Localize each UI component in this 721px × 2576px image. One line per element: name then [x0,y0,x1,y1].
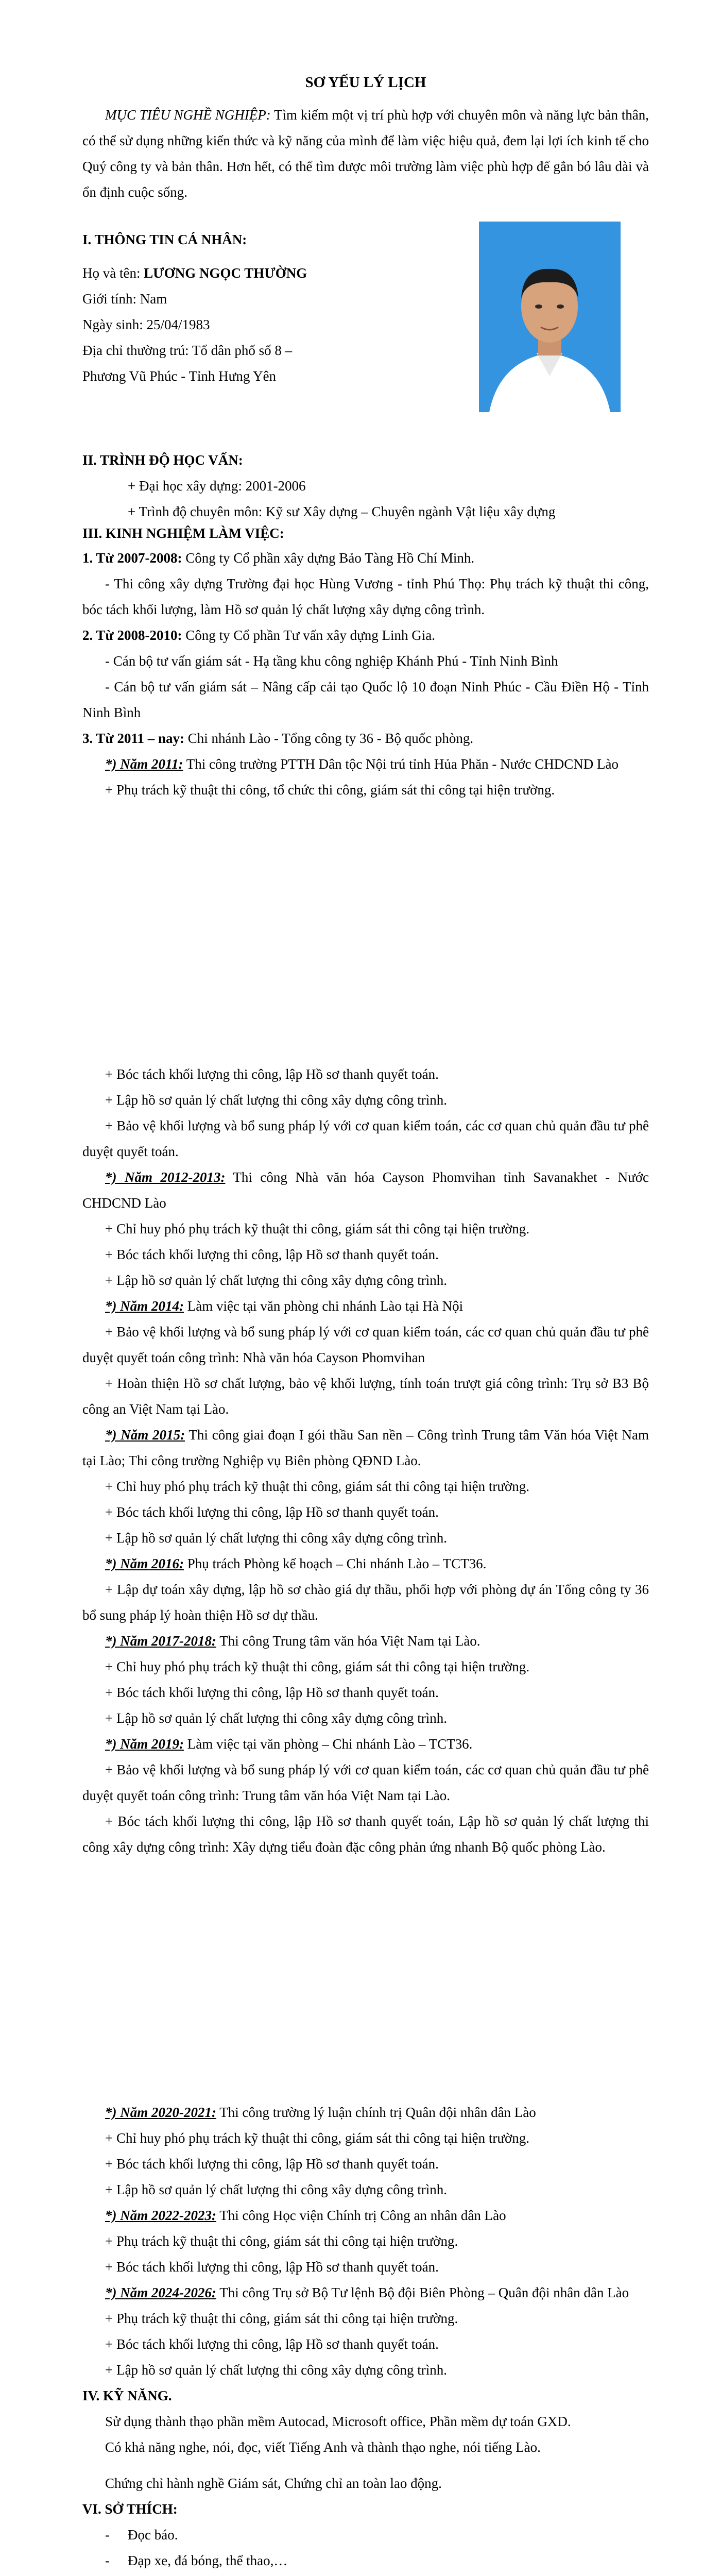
task-item: + Lập hồ sơ quản lý chất lượng thi công xây dựng công trình. [105,1530,447,1546]
person-name: LƯƠNG NGỌC THƯỜNG [144,265,307,281]
year-project: Thi công Học viện Chính trị Công an nhân dân Lào [216,2208,506,2223]
objective-text: Tìm kiếm một vị trí phù hợp với chuyên môn và năng lực bản thân, có thể sử dụng những kiến thức và kỹ năng của mình để làm việc hiệu quả, đem lại lợi ích kinh tế cho Quý công ty và bản thân. Hơn hết, có thể tìm được môi trường làm việc phù hợp để gắn bó lâu dài và ổn định cuộc sống. [82,107,649,200]
section-hobbies-heading: VI. SỞ THÍCH: [82,2501,178,2517]
task-item: + Phụ trách kỹ thuật thi công, giám sát thi công tại hiện trường. [105,2311,458,2326]
year-label: *) Năm 2016: [105,1556,184,1571]
experience-employer: Chi nhánh Lào - Tổng công ty 36 - Bộ quốc phòng. [184,731,474,746]
task-item: + Bảo vệ khối lượng và bổ sung pháp lý với cơ quan kiểm toán, các cơ quan chủ quản đầu tư phê duyệt quyết toán công trình: Trung tâm văn hóa Việt Nam tại Lào. [82,1762,649,1803]
objective-label: MỤC TIÊU NGHỀ NGHIỆP: [105,107,271,123]
address-line-2: Phương Vũ Phúc - Tỉnh Hưng Yên [82,368,277,384]
experience-detail: - Cán bộ tư vấn giám sát - Hạ tầng khu công nghiệp Khánh Phú - Tỉnh Ninh Bình [105,653,558,669]
year-label: *) Năm 2017-2018: [105,1633,216,1649]
task-item: + Bóc tách khối lượng thi công, lập Hồ sơ thanh quyết toán. [105,1504,439,1520]
skill-item: Có khả năng nghe, nói, đọc, viết Tiếng Anh và thành thạo nghe, nói tiếng Lào. [105,2439,541,2455]
task-item: + Chỉ huy phó phụ trách kỹ thuật thi công, giám sát thi công tại hiện trường. [105,1221,530,1236]
hobby-item: - Đạp xe, đá bóng, thể thao,… [82,2548,649,2573]
task-item: + Bóc tách khối lượng thi công, lập Hồ sơ thanh quyết toán. [105,2336,439,2352]
task-item: + Bảo vệ khối lượng và bổ sung pháp lý với cơ quan kiểm toán, các cơ quan chủ quản đầu tư phê duyệt quyết toán. [82,1118,649,1159]
year-project: Làm việc tại văn phòng chi nhánh Lào tại Hà Nội [183,1298,464,1314]
task-item: + Bóc tách khối lượng thi công, lập Hồ sơ thanh quyết toán. [105,1247,439,1262]
experience-detail: - Thi công xây dựng Trường đại học Hùng Vương - tỉnh Phú Thọ: Phụ trách kỹ thuật thi công, bóc tách khối lượng, làm Hồ sơ quản lý chất lượng xây dựng công trình. [82,576,649,617]
hobby-item: - Đọc báo. [82,2522,649,2548]
year-project: Làm việc tại văn phòng – Chi nhánh Lào – TCT36. [183,1736,473,1752]
year-label: *) Năm 2022-2023: [105,2208,216,2223]
experience-detail: - Cán bộ tư vấn giám sát – Nâng cấp cải tạo Quốc lộ 10 đoạn Ninh Phúc - Cầu Điền Hộ - Tỉnh Ninh Bình [82,679,649,720]
year-label: *) Năm 2012-2013: [105,1170,226,1185]
task-item: + Chỉ huy phó phụ trách kỹ thuật thi công, giám sát thi công tại hiện trường. [105,1659,530,1674]
experience-period: 2. Từ 2008-2010: [82,628,182,643]
profile-photo [479,222,621,412]
year-project: Thi công Nhà văn hóa Cayson Phomvihan tỉnh Savanakhet - Nước CHDCND Lào [82,1170,649,1211]
task-item: + Bóc tách khối lượng thi công, lập Hồ sơ thanh quyết toán. [105,1066,439,1082]
task-item: + Bảo vệ khối lượng và bổ sung pháp lý với cơ quan kiểm toán, các cơ quan chủ quản đầu tư phê duyệt quyết toán công trình: Nhà văn hóa Cayson Phomvihan [82,1324,649,1365]
task-item: + Bóc tách khối lượng thi công, lập Hồ sơ thanh quyết toán, Lập hồ sơ quản lý chất lượng thi công xây dựng công trình: Xây dựng tiểu đoàn đặc công phản ứng nhanh Bộ quốc phòng Lào. [82,1814,649,1855]
task-item: + Chỉ huy phó phụ trách kỹ thuật thi công, giám sát thi công tại hiện trường. [105,2130,530,2146]
experience-block-1 [82,545,649,803]
experience-block-2 [82,1061,649,1860]
career-objective [82,102,649,205]
education-item: + Đại học xây dựng: 2001-2006 [128,478,306,494]
portrait-image [479,222,621,412]
education-list [82,473,649,524]
task-item: + Lập hồ sơ quản lý chất lượng thi công xây dựng công trình. [105,1092,447,1108]
year-label: *) Năm 2014: [105,1298,184,1314]
task-item: + Hoàn thiện Hồ sơ chất lượng, bảo vệ khối lượng, tính toán trượt giá công trình: Trụ sở B3 Bộ công an Việt Nam tại Lào. [82,1376,649,1417]
hobbies-list [82,2522,649,2576]
hobby-item [82,2573,649,2576]
skill-item: Sử dụng thành thạo phần mềm Autocad, Microsoft office, Phần mềm dự toán GXD. [105,2414,571,2429]
year-project: Thi công trường PTTH Dân tộc Nội trú tỉnh Hủa Phăn - Nước CHDCND Lào [183,756,619,772]
year-label: *) Năm 2015: [105,1427,185,1443]
address-line-1: Địa chỉ thường trú: Tổ dân phố số 8 – [82,343,293,358]
name-label: Họ và tên: [82,265,144,281]
task-item: + Lập hồ sơ quản lý chất lượng thi công xây dựng công trình. [105,2182,447,2197]
experience-employer: Công ty Cổ phần Tư vấn xây dựng Linh Gia. [182,628,435,643]
section-skills-heading: IV. KỸ NĂNG. [82,2388,172,2403]
experience-employer: Công ty Cổ phần xây dựng Bảo Tàng Hồ Chí Minh. [182,550,475,566]
year-project: Thi công trường lý luận chính trị Quân đội nhân dân Lào [216,2105,536,2120]
task-item: + Lập hồ sơ quản lý chất lượng thi công xây dựng công trình. [105,1273,447,1288]
year-project: Thi công Trụ sở Bộ Tư lệnh Bộ đội Biên Phòng – Quân đội nhân dân Lào [216,2285,629,2300]
year-label: *) Năm 2024-2026: [105,2285,216,2300]
task-item: + Bóc tách khối lượng thi công, lập Hồ sơ thanh quyết toán. [105,2259,439,2275]
year-label: *) Năm 2020-2021: [105,2105,216,2120]
experience-period: 1. Từ 2007-2008: [82,550,182,566]
year-project: Phụ trách Phòng kế hoạch – Chi nhánh Lào – TCT36. [183,1556,487,1571]
task-item: + Chỉ huy phó phụ trách kỹ thuật thi công, giám sát thi công tại hiện trường. [105,1479,530,1494]
task-item: + Lập hồ sơ quản lý chất lượng thi công xây dựng công trình. [105,2362,447,2378]
year-project: Thi công Trung tâm văn hóa Việt Nam tại Lào. [216,1633,480,1649]
year-project: Thi công giai đoạn I gói thầu San nền – Công trình Trung tâm Văn hóa Việt Nam tại Lào; Thi công trường Nghiệp vụ Biên phòng QĐND Lào. [82,1427,649,1468]
task-item: + Lập dự toán xây dựng, lập hồ sơ chào giá dự thầu, phối hợp với phòng dự án Tổng công ty 36 bổ sung pháp lý hoàn thiện Hồ sơ dự thầu. [82,1582,649,1623]
year-label: *) Năm 2019: [105,1736,184,1752]
task-item: + Phụ trách kỹ thuật thi công, giám sát thi công tại hiện trường. [105,2233,458,2249]
section-education-heading: II. TRÌNH ĐỘ HỌC VẤN: [82,452,243,468]
year-label: *) Năm 2011: [105,756,183,772]
task-item: + Bóc tách khối lượng thi công, lập Hồ sơ thanh quyết toán. [105,2156,439,2172]
gender-line: Giới tính: Nam [82,291,167,307]
task-item: + Bóc tách khối lượng thi công, lập Hồ sơ thanh quyết toán. [105,1685,439,1700]
section-personal-heading: I. THÔNG TIN CÁ NHÂN: [82,232,247,247]
experience-period: 3. Từ 2011 – nay: [82,731,184,746]
task-item: + Lập hồ sơ quản lý chất lượng thi công xây dựng công trình. [105,1710,447,1726]
dob-line: Ngày sinh: 25/04/1983 [82,317,210,332]
page-title: SƠ YẾU LÝ LỊCH [305,74,426,91]
experience-block-3 [82,2099,649,2576]
education-item: + Trình độ chuyên môn: Kỹ sư Xây dựng – Chuyên ngành Vật liệu xây dựng [128,504,556,519]
task-item: + Phụ trách kỹ thuật thi công, tổ chức thi công, giám sát thi công tại hiện trường. [105,782,555,798]
personal-info [82,260,391,389]
name-line [82,260,391,286]
section-experience-heading: III. KINH NGHIỆM LÀM VIỆC: [82,526,284,541]
skill-item: Chứng chỉ hành nghề Giám sát, Chứng chỉ an toàn lao động. [105,2476,442,2491]
